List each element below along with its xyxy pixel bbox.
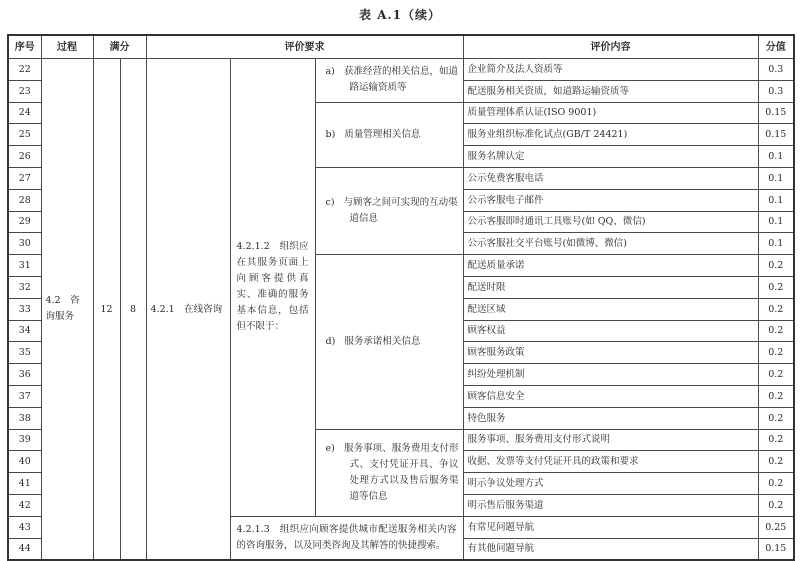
score-cell: 0.2: [758, 320, 794, 342]
subitem-d-cell: [315, 255, 463, 429]
score-cell: 0.3: [758, 59, 794, 81]
seq-cell: 27: [8, 167, 41, 189]
content-cell: 顾客服务政策: [463, 342, 758, 364]
score-cell: 0.2: [758, 364, 794, 386]
score-cell: 0.2: [758, 429, 794, 451]
content-cell: 公示客服即时通讯工具账号(如 QQ、微信): [463, 211, 758, 233]
subitem-text: 与顾客之间可实现的互动渠道信息: [343, 197, 458, 225]
seq-cell: 26: [8, 146, 41, 168]
seq-cell: 44: [8, 538, 41, 560]
seq-cell: 31: [8, 255, 41, 277]
content-cell: 配送质量承诺: [463, 255, 758, 277]
full-score-a-cell: 12: [93, 59, 120, 561]
score-cell: 0.2: [758, 385, 794, 407]
seq-cell: 28: [8, 189, 41, 211]
content-cell: 公示客服社交平台账号(如微博、微信): [463, 233, 758, 255]
content-cell: 顾客信息安全: [463, 385, 758, 407]
score-cell: 0.2: [758, 276, 794, 298]
seq-cell: 34: [8, 320, 41, 342]
content-cell: 公示客服电子邮件: [463, 189, 758, 211]
content-cell: 配送区域: [463, 298, 758, 320]
header-full-score: 满分: [93, 35, 146, 59]
score-cell: 0.3: [758, 80, 794, 102]
seq-cell: 29: [8, 211, 41, 233]
content-cell: 纠纷处理机制: [463, 364, 758, 386]
seq-cell: 33: [8, 298, 41, 320]
table-title: 表 A.1（续）: [358, 8, 442, 22]
score-cell: 0.1: [758, 146, 794, 168]
header-content: 评价内容: [463, 35, 758, 59]
seq-cell: 25: [8, 124, 41, 146]
seq-cell: 35: [8, 342, 41, 364]
score-cell: 0.2: [758, 451, 794, 473]
score-cell: 0.2: [758, 494, 794, 516]
score-cell: 0.1: [758, 189, 794, 211]
seq-cell: 23: [8, 80, 41, 102]
clause-cell: 4.2.1 在线咨询: [146, 59, 230, 561]
content-cell: 明示售后服务渠道: [463, 494, 758, 516]
content-cell: 配送时限: [463, 276, 758, 298]
subitem-text: 获准经营的相关信息，如道路运输资质等: [343, 66, 458, 94]
subitem-e-cell: [315, 429, 463, 516]
score-cell: 0.2: [758, 342, 794, 364]
score-cell: 0.2: [758, 255, 794, 277]
content-cell: 服务事项、服务费用支付形式说明: [463, 429, 758, 451]
table-row: [8, 59, 794, 81]
subitem-b-cell: [315, 102, 463, 167]
score-cell: 0.1: [758, 233, 794, 255]
subitem-a-cell: [315, 59, 463, 103]
seq-cell: 24: [8, 102, 41, 124]
requirement-4213-cell: 4.2.1.3 组织应向顾客提供城市配送服务相关内容的咨询服务，以及同类咨询及其解答的快捷搜索。: [230, 516, 463, 560]
content-cell: 收据、发票等支付凭证开具的政策和要求: [463, 451, 758, 473]
score-cell: 0.25: [758, 516, 794, 538]
score-cell: 0.2: [758, 298, 794, 320]
score-cell: 0.1: [758, 167, 794, 189]
score-cell: 0.2: [758, 473, 794, 495]
subitem-label: d): [325, 335, 336, 347]
content-cell: 服务业组织标准化试点(GB/T 24421): [463, 124, 758, 146]
process-cell: 4.2 咨询服务: [41, 59, 93, 561]
content-cell: 服务名牌认定: [463, 146, 758, 168]
seq-cell: 30: [8, 233, 41, 255]
content-cell: 特色服务: [463, 407, 758, 429]
subitem-label: e): [325, 442, 335, 454]
seq-cell: 32: [8, 276, 41, 298]
subitem-text: 服务事项、服务费用支付形式、支付凭证开具、争议处理方式以及售后服务渠道等信息: [344, 442, 459, 502]
content-cell: 明示争议处理方式: [463, 473, 758, 495]
score-cell: 0.1: [758, 211, 794, 233]
seq-cell: 40: [8, 451, 41, 473]
subitem-c-cell: [315, 167, 463, 254]
subitem-label: c): [325, 197, 335, 209]
content-cell: 有其他问题导航: [463, 538, 758, 560]
seq-cell: 22: [8, 59, 41, 81]
score-cell: 0.15: [758, 102, 794, 124]
seq-cell: 37: [8, 385, 41, 407]
content-cell: 有常见问题导航: [463, 516, 758, 538]
evaluation-table: [7, 34, 795, 561]
seq-cell: 38: [8, 407, 41, 429]
subitem-label: b): [325, 128, 336, 140]
content-cell: 配送服务相关资质，如道路运输资质等: [463, 80, 758, 102]
content-cell: 质量管理体系认证(ISO 9001): [463, 102, 758, 124]
header-process: 过程: [41, 35, 93, 59]
score-cell: 0.15: [758, 124, 794, 146]
content-cell: 顾客权益: [463, 320, 758, 342]
header-seq: 序号: [8, 35, 41, 59]
subitem-text: 质量管理相关信息: [344, 128, 421, 140]
full-score-b-cell: 8: [120, 59, 146, 561]
seq-cell: 36: [8, 364, 41, 386]
seq-cell: 43: [8, 516, 41, 538]
score-cell: 0.15: [758, 538, 794, 560]
subitem-text: 服务承诺相关信息: [344, 335, 421, 347]
content-cell: 公示免费客服电话: [463, 167, 758, 189]
score-cell: 0.2: [758, 407, 794, 429]
requirement-4212-cell: 4.2.1.2 组织应在其服务页面上向顾客提供真实、准确的服务基本信息，包括但不限于：: [230, 59, 315, 517]
header-row: [8, 35, 794, 59]
content-cell: 企业简介及法人资质等: [463, 59, 758, 81]
header-requirement: 评价要求: [146, 35, 463, 59]
seq-cell: 39: [8, 429, 41, 451]
header-score: 分值: [758, 35, 794, 59]
seq-cell: 42: [8, 494, 41, 516]
seq-cell: 41: [8, 473, 41, 495]
subitem-label: a): [325, 66, 335, 78]
